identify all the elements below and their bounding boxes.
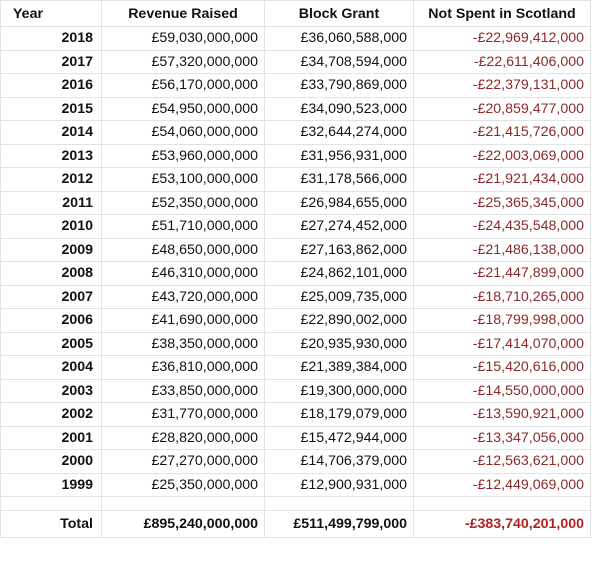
table-row [1, 121, 591, 145]
cell-year[interactable]: 2013 [1, 144, 102, 168]
table-row [1, 191, 591, 215]
cell-year[interactable]: 1999 [1, 473, 102, 497]
cell-year[interactable]: 2015 [1, 97, 102, 121]
total-revenue[interactable]: £895,240,000,000 [102, 511, 265, 538]
cell-not-spent[interactable]: -£22,003,069,000 [414, 144, 591, 168]
cell-year[interactable]: 2001 [1, 426, 102, 450]
cell-grant[interactable]: £32,644,274,000 [265, 121, 414, 145]
cell-not-spent[interactable]: -£14,550,000,000 [414, 379, 591, 403]
cell-revenue[interactable]: £51,710,000,000 [102, 215, 265, 239]
cell-grant[interactable]: £14,706,379,000 [265, 450, 414, 474]
table-row [1, 403, 591, 427]
table-row [1, 309, 591, 333]
cell-year[interactable]: 2006 [1, 309, 102, 333]
cell-not-spent[interactable]: -£12,563,621,000 [414, 450, 591, 474]
cell-grant[interactable]: £25,009,735,000 [265, 285, 414, 309]
table-row [1, 473, 591, 497]
cell-year[interactable]: 2014 [1, 121, 102, 145]
cell-grant[interactable]: £36,060,588,000 [265, 27, 414, 51]
cell-year[interactable]: 2008 [1, 262, 102, 286]
cell-revenue[interactable]: £27,270,000,000 [102, 450, 265, 474]
table-row [1, 450, 591, 474]
cell-grant[interactable]: £18,179,079,000 [265, 403, 414, 427]
cell-revenue[interactable]: £53,100,000,000 [102, 168, 265, 192]
table-row [1, 332, 591, 356]
total-label[interactable]: Total [1, 511, 102, 538]
empty-cell[interactable] [102, 497, 265, 511]
cell-revenue[interactable]: £36,810,000,000 [102, 356, 265, 380]
cell-year[interactable]: 2010 [1, 215, 102, 239]
cell-not-spent[interactable]: -£25,365,345,000 [414, 191, 591, 215]
cell-revenue[interactable]: £46,310,000,000 [102, 262, 265, 286]
table-row [1, 285, 591, 309]
cell-not-spent[interactable]: -£13,590,921,000 [414, 403, 591, 427]
cell-not-spent[interactable]: -£21,921,434,000 [414, 168, 591, 192]
cell-revenue[interactable]: £28,820,000,000 [102, 426, 265, 450]
header-block-grant[interactable]: Block Grant [265, 1, 414, 27]
table-row [1, 356, 591, 380]
cell-year[interactable]: 2005 [1, 332, 102, 356]
table-row [1, 168, 591, 192]
cell-year[interactable]: 2012 [1, 168, 102, 192]
total-not-spent[interactable]: -£383,740,201,000 [414, 511, 591, 538]
cell-grant[interactable]: £21,389,384,000 [265, 356, 414, 380]
cell-revenue[interactable]: £33,850,000,000 [102, 379, 265, 403]
cell-grant[interactable]: £31,178,566,000 [265, 168, 414, 192]
empty-cell[interactable] [265, 497, 414, 511]
cell-grant[interactable]: £27,163,862,000 [265, 238, 414, 262]
header-revenue-raised[interactable]: Revenue Raised [102, 1, 265, 27]
cell-grant[interactable]: £22,890,002,000 [265, 309, 414, 333]
header-row [1, 1, 591, 27]
cell-revenue[interactable]: £59,030,000,000 [102, 27, 265, 51]
cell-year[interactable]: 2003 [1, 379, 102, 403]
cell-revenue[interactable]: £48,650,000,000 [102, 238, 265, 262]
cell-year[interactable]: 2016 [1, 74, 102, 98]
cell-grant[interactable]: £34,708,594,000 [265, 50, 414, 74]
cell-not-spent[interactable]: -£22,969,412,000 [414, 27, 591, 51]
cell-year[interactable]: 2007 [1, 285, 102, 309]
cell-revenue[interactable]: £56,170,000,000 [102, 74, 265, 98]
cell-revenue[interactable]: £43,720,000,000 [102, 285, 265, 309]
cell-grant[interactable]: £19,300,000,000 [265, 379, 414, 403]
cell-grant[interactable]: £31,956,931,000 [265, 144, 414, 168]
header-not-spent[interactable]: Not Spent in Scotland [414, 1, 591, 27]
table-row [1, 97, 591, 121]
table-row [1, 426, 591, 450]
cell-year[interactable]: 2009 [1, 238, 102, 262]
empty-cell[interactable] [1, 497, 102, 511]
table-row [1, 50, 591, 74]
table-row [1, 27, 591, 51]
cell-year[interactable]: 2017 [1, 50, 102, 74]
table-row [1, 215, 591, 239]
blank-row [1, 497, 591, 511]
cell-not-spent[interactable]: -£18,710,265,000 [414, 285, 591, 309]
cell-revenue[interactable]: £38,350,000,000 [102, 332, 265, 356]
cell-not-spent[interactable]: -£21,415,726,000 [414, 121, 591, 145]
cell-revenue[interactable]: £54,950,000,000 [102, 97, 265, 121]
cell-not-spent[interactable]: -£15,420,616,000 [414, 356, 591, 380]
cell-year[interactable]: 2004 [1, 356, 102, 380]
cell-not-spent[interactable]: -£13,347,056,000 [414, 426, 591, 450]
cell-not-spent[interactable]: -£21,447,899,000 [414, 262, 591, 286]
cell-grant[interactable]: £12,900,931,000 [265, 473, 414, 497]
cell-grant[interactable]: £15,472,944,000 [265, 426, 414, 450]
cell-not-spent[interactable]: -£21,486,138,000 [414, 238, 591, 262]
cell-not-spent[interactable]: -£22,379,131,000 [414, 74, 591, 98]
cell-not-spent[interactable]: -£20,859,477,000 [414, 97, 591, 121]
cell-revenue[interactable]: £31,770,000,000 [102, 403, 265, 427]
cell-grant[interactable]: £20,935,930,000 [265, 332, 414, 356]
table-row [1, 379, 591, 403]
cell-year[interactable]: 2011 [1, 191, 102, 215]
cell-revenue[interactable]: £57,320,000,000 [102, 50, 265, 74]
cell-revenue[interactable]: £54,060,000,000 [102, 121, 265, 145]
cell-revenue[interactable]: £52,350,000,000 [102, 191, 265, 215]
cell-revenue[interactable]: £25,350,000,000 [102, 473, 265, 497]
table-row [1, 74, 591, 98]
cell-year[interactable]: 2000 [1, 450, 102, 474]
total-row [1, 511, 591, 538]
cell-grant[interactable]: £34,090,523,000 [265, 97, 414, 121]
cell-year[interactable]: 2002 [1, 403, 102, 427]
cell-not-spent[interactable]: -£24,435,548,000 [414, 215, 591, 239]
cell-not-spent[interactable]: -£12,449,069,000 [414, 473, 591, 497]
table-row [1, 238, 591, 262]
header-year[interactable]: Year [1, 1, 102, 27]
table-row [1, 262, 591, 286]
cell-not-spent[interactable]: -£17,414,070,000 [414, 332, 591, 356]
cell-grant[interactable]: £26,984,655,000 [265, 191, 414, 215]
cell-revenue[interactable]: £41,690,000,000 [102, 309, 265, 333]
cell-revenue[interactable]: £53,960,000,000 [102, 144, 265, 168]
cell-grant[interactable]: £27,274,452,000 [265, 215, 414, 239]
total-grant[interactable]: £511,499,799,000 [265, 511, 414, 538]
table-row [1, 144, 591, 168]
empty-cell[interactable] [414, 497, 591, 511]
cell-not-spent[interactable]: -£22,611,406,000 [414, 50, 591, 74]
cell-not-spent[interactable]: -£18,799,998,000 [414, 309, 591, 333]
cell-grant[interactable]: £24,862,101,000 [265, 262, 414, 286]
cell-grant[interactable]: £33,790,869,000 [265, 74, 414, 98]
cell-year[interactable]: 2018 [1, 27, 102, 51]
